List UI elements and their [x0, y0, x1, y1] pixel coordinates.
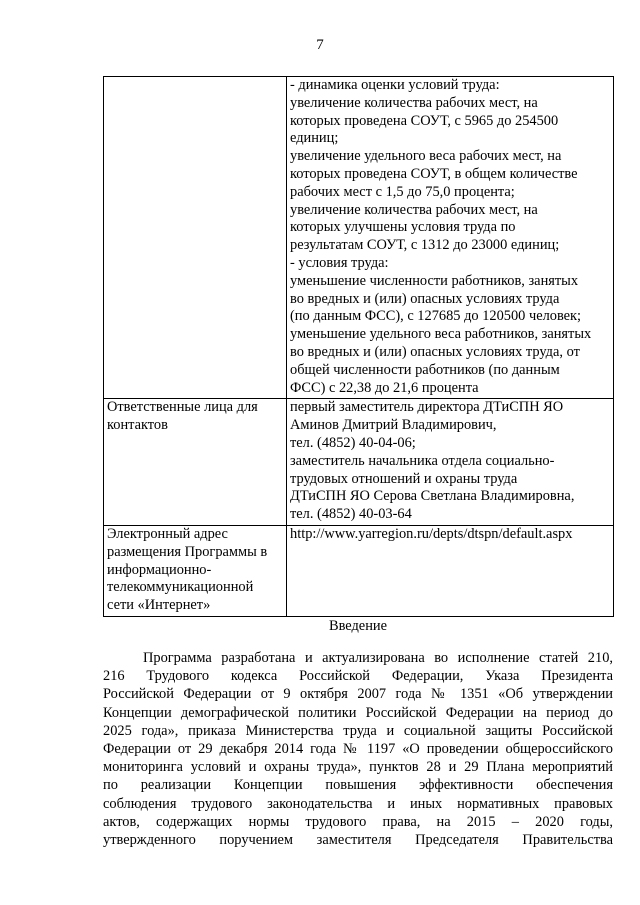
- program-url-text: http://www.yarregion.ru/depts/dtspn/default.aspx: [290, 525, 573, 542]
- cell-text-line: - динамика оценки условий труда:: [290, 77, 500, 93]
- paragraph-line: утвержденного поручением заместителя Председателя Правительства: [103, 832, 613, 849]
- cell-text-line: уменьшение численности работников, занятых: [290, 272, 579, 289]
- cell-text-line: - условия труда:: [290, 254, 389, 271]
- table-cell-label: [104, 77, 287, 399]
- paragraph-line: Программа разработана и актуализирована во исполнение статей 210,: [143, 650, 613, 666]
- cell-text-line: Аминов Дмитрий Владимирович,: [290, 417, 497, 434]
- cell-text-line: ФСС) с 22,38 до 21,6 процента: [290, 379, 479, 396]
- cell-text-line: сети «Интернет»: [107, 597, 211, 614]
- paragraph-line: по реализации Концепции повышения эффективности обеспечения: [103, 777, 613, 794]
- cell-text-line: первый заместитель директора ДТиСПН ЯО: [290, 399, 564, 416]
- table-row: [104, 399, 614, 526]
- cell-text-line: увеличение удельного веса рабочих мест, на: [290, 148, 562, 165]
- cell-text-line: которых проведена СОУТ, в общем количестве: [290, 165, 578, 182]
- cell-text-line: тел. (4852) 40-04-06;: [290, 434, 416, 451]
- cell-text-line: трудовых отношений и охраны труда: [290, 470, 518, 487]
- cell-text-line: которых проведена СОУТ, с 5965 до 254500: [290, 112, 559, 129]
- cell-text-line: увеличение количества рабочих мест, на: [290, 94, 538, 111]
- cell-text-line: единиц;: [290, 130, 339, 147]
- paragraph-line: мониторинга условий и охраны труда», пунктов 28 и 29 Плана мероприятий: [103, 759, 613, 776]
- section-heading: Введение: [328, 618, 387, 634]
- cell-text-line: которых улучшены условия труда по: [290, 219, 516, 236]
- table-row: [104, 525, 614, 616]
- cell-text-line: Ответственные лица для: [107, 399, 258, 416]
- cell-text-line: телекоммуникационной: [107, 579, 254, 596]
- cell-text-line: результатам СОУТ, с 1312 до 23000 единиц;: [290, 237, 560, 254]
- paragraph-line: 216 Трудового кодекса Российской Федерации, Указа Президента: [103, 668, 613, 685]
- cell-text-line: (по данным ФСС), с 127685 до 120500 человек;: [290, 308, 582, 325]
- program-passport-table: [103, 76, 614, 617]
- paragraph-line: соблюдения трудового законодательства и иных нормативных правовых: [103, 795, 613, 812]
- cell-text-line: заместитель начальника отдела социально-: [290, 452, 555, 469]
- cell-text-line: ДТиСПН ЯО Серова Светлана Владимировна,: [290, 488, 575, 505]
- table-cell-label: [104, 525, 287, 616]
- paragraph-line: актов, содержащих нормы трудового права, на 2015 – 2020 годы,: [103, 813, 613, 830]
- cell-text-line: увеличение количества рабочих мест, на: [290, 201, 538, 218]
- cell-text-line: информационно-: [107, 561, 212, 578]
- introduction-paragraph: [103, 649, 613, 849]
- cell-text-line: Электронный адрес: [107, 525, 228, 542]
- table-cell-value: [287, 399, 614, 526]
- table-cell-value: [287, 77, 614, 399]
- cell-text-line: уменьшение удельного веса работников, занятых: [290, 326, 592, 343]
- paragraph-line: Российской Федерации от 9 октября 2007 года № 1351 «Об утверждении: [103, 686, 613, 703]
- table-cell-label: [104, 399, 287, 526]
- table-row: [104, 77, 614, 399]
- page-number: 7: [316, 37, 324, 53]
- paragraph-line: Концепции демографической политики Российской Федерации на период до: [103, 704, 613, 721]
- cell-text-line: во вредных и (или) опасных условиях труда, от: [290, 343, 580, 360]
- cell-text-line: рабочих мест с 1,5 до 75,0 процента;: [290, 183, 515, 200]
- table-cell-value: [287, 525, 614, 616]
- cell-text-line: во вредных и (или) опасных условиях труда: [290, 290, 560, 307]
- paragraph-line: Федерации от 29 декабря 2014 года № 1197 «О проведении общероссийского: [103, 741, 613, 758]
- paragraph-line: 2025 года», приказа Министерства труда и социальной защиты Российской: [103, 722, 613, 739]
- cell-text-line: контактов: [107, 417, 168, 434]
- cell-text-line: тел. (4852) 40-03-64: [290, 506, 412, 523]
- cell-text-line: общей численности работников (по данным: [290, 361, 560, 378]
- cell-text-line: размещения Программы в: [107, 543, 268, 560]
